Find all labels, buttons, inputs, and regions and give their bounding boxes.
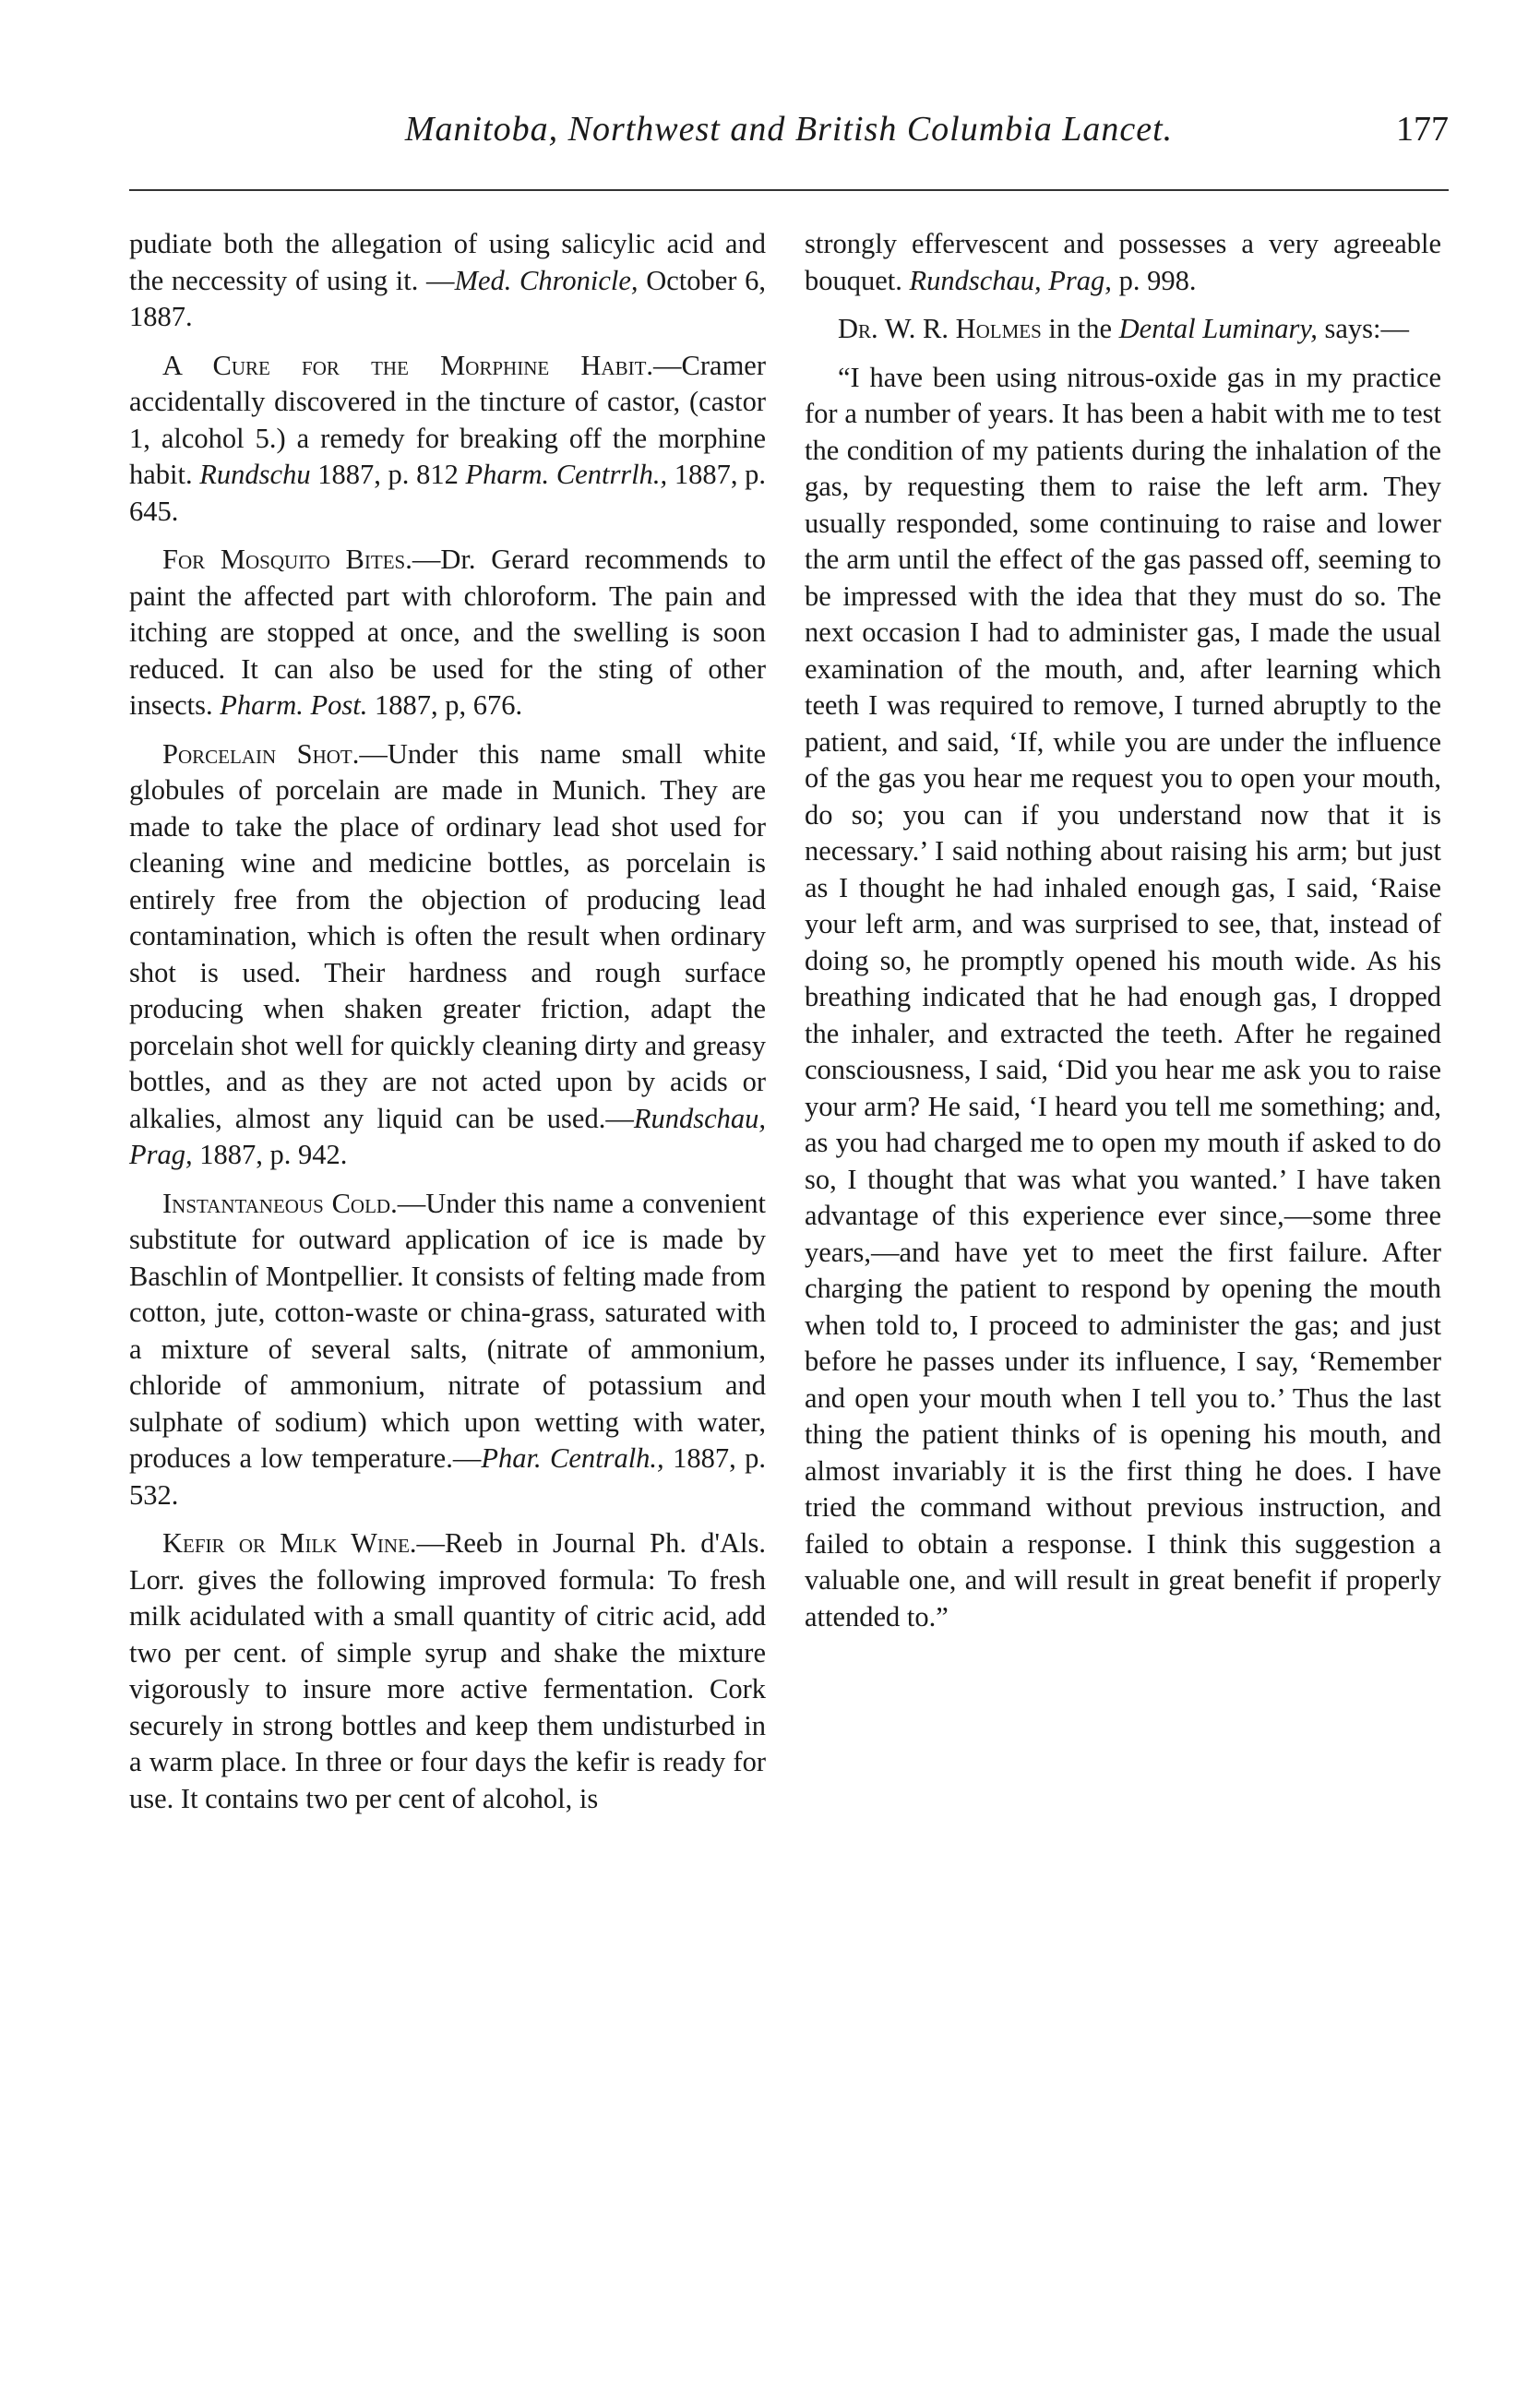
section-heading: Porcelain Shot. [162,737,360,770]
section-heading: A Cure for the Morphine Habit. [162,349,654,381]
citation-source: Pharm. Centrrlh., [465,459,668,490]
citation-source: Phar. Centralh., [481,1442,664,1474]
header-rule [129,189,1449,191]
paragraph-salicylic-end: pudiate both the allegation of using salicylic acid and the neccessity of using it. —Med. Chronicle, October 6, 1887. [129,228,767,332]
citation-source: Rundschau, Prag, [129,1102,766,1170]
journal-name: Dental Luminary, [1118,313,1318,344]
paragraph-kefir: Kefir or Milk Wine.—Reeb in Journal Ph. d'Als. Lorr. gives the following improved formula: To fresh milk acidulated with a small quantity of citric acid, add two per cent. of simple syrup and shake the mixture vigorously to insure more active fermentation. Cork securely in strong bottles and keep them undisturbed in a warm place. In three or four days the kefir is ready for use. It contains two per cent of alcohol, is [129,1527,766,1814]
paragraph-morphine-habit: A Cure for the Morphine Habit.—Cramer accidentally discovered in the tincture of castor, (castor 1, alcohol 5.) a remedy for breaking off the morphine habit. Rundschu 1887, p. 812 Pharm. Centrrlh., 1887, p. 645. [129,349,766,527]
section-heading: Kefir or Milk Wine. [162,1527,417,1559]
paragraph-kefir-end: strongly effervescent and possesses a very agreeable bouquet. Rundschau, Prag, p. 998. [805,228,1441,296]
right-column [805,226,1441,1647]
author-name: Dr. W. R. Holmes [838,313,1042,344]
paragraph-holmes-quote: “I have been using nitrous-oxide gas in my practice for a number of years. It has been a habit with me to test the condition of my patients during the inhalation of the gas, by requesting them to raise the left arm. They usually responded, some continuing to raise and lower the arm until the effect of the gas passed off, seeming to be impressed with the idea that they must do so. The next occasion I had to administer gas, I made the usual examination of the mouth, and, after learning which teeth I was required to remove, I turned abruptly to the patient, and said, ‘If, while you are under the influence of the gas you hear me request you to open your mouth, do so; you can if you understand now that it is necessary.’ I said nothing about raising his arm; but just as I thought he had inhaled enough gas, I said, ‘Raise your left arm, and was surprised to see, that, instead of doing so, he promptly opened his mouth wide. As his breathing indicated that he had enough gas, I dropped the inhaler, and extracted the teeth. After he regained consciousness, I said, ‘Did you hear me ask you to raise your arm? He said, ‘I heard you tell me something; and, as you had charged me to open my mouth if asked to do so, I thought that was what you wanted.’ I have taken advantage of this experience ever since,—some three years,—and have yet to meet the first failure. After charging the patient to respond by opening the mouth when told to, I proceed to administer the gas; and just before he passes under its influence, I say, ‘Remember and open your mouth when I tell you to.’ Thus the last thing the patient thinks of is opening his mouth, and almost invariably it is the first thing he does. I have tried the command without previous instruction, and failed to obtain a response. I think this suggestion a valuable one, and will result in great benefit if properly attended to.” [805,361,1441,1633]
paragraph-mosquito-bites: For Mosquito Bites.—Dr. Gerard recommends to paint the affected part with chloroform. The pain and itching are stopped at once, and the swelling is soon reduced. It can also be used for the sting of other insects. Pharm. Post. 1887, p, 676. [129,544,766,721]
citation-source: Rundschau, Prag, [909,264,1112,296]
citation-source: Rundschu [199,459,311,490]
paragraph-instantaneous-cold: Instantaneous Cold.—Under this name a convenient substitute for outward application of ice is made by Baschlin of Montpellier. It consists of felting made from cotton, jute, cotton-waste or china-grass, saturated with a mixture of several salts, (nitrate of ammonium, chloride of ammonium, nitrate of potassium and sulphate of sodium) which upon wetting with water, produces a low temperature.—Phar. Centralh., 1887, p. 532. [129,1187,766,1511]
section-heading: Instantaneous Cold. [162,1187,398,1219]
page-header [129,109,1449,164]
page-number: 177 [1396,110,1449,149]
citation-source: Pharm. Post. [220,689,368,721]
left-column [129,226,766,1829]
running-title: Manitoba, Northwest and British Columbia Lancet. [404,110,1174,149]
paragraph-holmes-intro: Dr. W. R. Holmes in the Dental Luminary, says:— [838,313,1409,344]
citation-source: Med. Chronicle, [454,264,639,296]
section-heading: For Mosquito Bites. [162,544,412,575]
paragraph-porcelain-shot: Porcelain Shot.—Under this name small white globules of porcelain are made in Munich. They are made to take the place of ordinary lead shot used for cleaning wine and medicine bottles, as porcelain is entirely free from the objection of producing lead contamination, which is often the result when ordinary shot is used. Their hardness and rough surface producing when shaken greater friction, adapt the porcelain shot well for quickly cleaning dirty and greasy bottles, and as they are not acted upon by acids or alkalies, almost any liquid can be used.—Rundschau, Prag, 1887, p. 942. [129,737,766,1170]
